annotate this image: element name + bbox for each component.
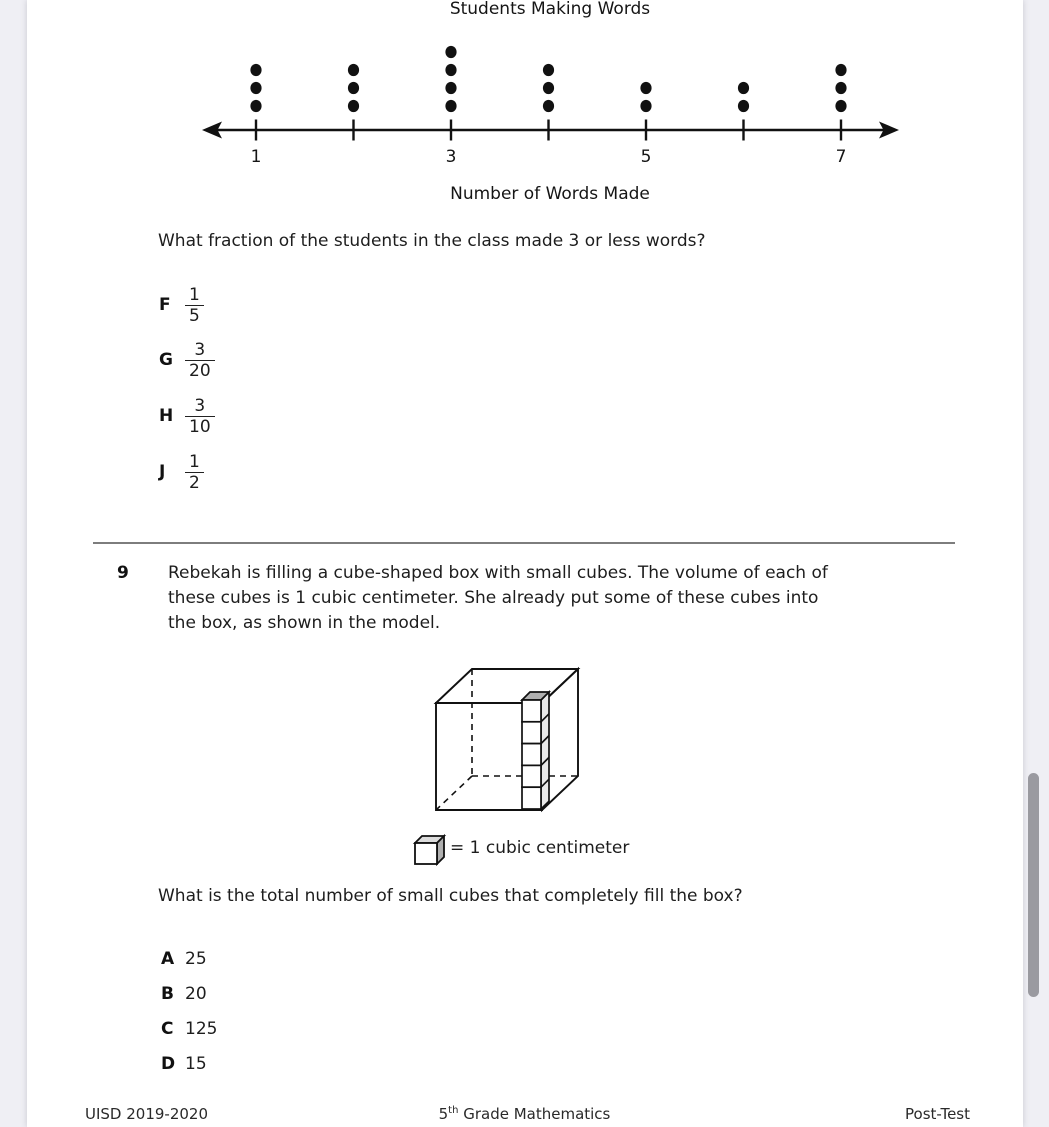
- paragraph-line: Rebekah is filling a cube-shaped box with small cubes. The volume of each of: [168, 563, 828, 583]
- fraction-denominator: 5: [185, 305, 204, 326]
- dot: [835, 100, 846, 112]
- option-letter: J: [159, 462, 166, 482]
- fraction-numerator: 1: [189, 284, 200, 305]
- dot: [640, 82, 651, 94]
- footer-district: UISD 2019-2020: [85, 1105, 209, 1123]
- dot: [543, 82, 554, 94]
- question-9-paragraph: [168, 561, 828, 636]
- question-9-text: What is the total number of small cubes that completely fill the box?: [158, 886, 743, 906]
- dot: [348, 100, 359, 112]
- option-letter: A: [161, 949, 175, 969]
- dot: [348, 82, 359, 94]
- cube-box-figure: [425, 655, 595, 820]
- dot: [738, 100, 749, 112]
- option-letter: F: [159, 295, 171, 315]
- answer-option-B: [161, 982, 207, 1006]
- dot: [640, 100, 651, 112]
- tick-label: 3: [445, 147, 457, 167]
- option-value: 15: [185, 1054, 207, 1074]
- fraction: [185, 396, 215, 437]
- fraction: [185, 340, 215, 381]
- option-letter: C: [161, 1019, 174, 1039]
- dot: [835, 64, 846, 76]
- fraction: [185, 452, 204, 493]
- dot: [835, 82, 846, 94]
- answer-option-D: [161, 1052, 207, 1076]
- question-8-text: What fraction of the students in the class made 3 or less words?: [158, 231, 706, 251]
- fraction-numerator: 1: [189, 451, 200, 472]
- dotplot-xlabel: Number of Words Made: [450, 184, 650, 204]
- fraction-denominator: 20: [185, 360, 215, 381]
- option-value: 25: [185, 949, 207, 969]
- box-edges: [436, 669, 578, 810]
- question-9-number: 9: [117, 563, 129, 583]
- paragraph-line: the box, as shown in the model.: [168, 613, 441, 633]
- dot: [445, 64, 456, 76]
- dotplot-figure: [195, 45, 905, 170]
- answer-option-F: [159, 276, 204, 334]
- dot: [445, 100, 456, 112]
- answer-option-G: [159, 331, 215, 389]
- dotplot-title: Students Making Words: [449, 0, 651, 19]
- dot: [250, 100, 261, 112]
- option-letter: B: [161, 984, 174, 1004]
- tick-label: 5: [640, 147, 652, 167]
- footer-test-type: Post-Test: [905, 1105, 970, 1123]
- dot: [445, 46, 456, 58]
- option-value: 20: [185, 984, 207, 1004]
- section-divider: [93, 542, 955, 544]
- option-value: 125: [185, 1019, 218, 1039]
- footer-subject: 5th Grade Mathematics: [438, 1105, 611, 1123]
- fraction-denominator: 10: [185, 416, 215, 437]
- answer-option-H: [159, 387, 215, 445]
- dot: [348, 64, 359, 76]
- fraction: [185, 285, 204, 326]
- dot: [543, 100, 554, 112]
- paragraph-line: these cubes is 1 cubic centimeter. She already put some of these cubes into: [168, 588, 819, 608]
- fraction-numerator: 3: [194, 339, 206, 360]
- scrollbar-thumb[interactable]: [1028, 773, 1039, 997]
- dot: [250, 64, 261, 76]
- small-cube-column: [522, 692, 549, 809]
- fraction-denominator: 2: [185, 472, 204, 493]
- dot: [250, 82, 261, 94]
- fraction-numerator: 3: [194, 395, 206, 416]
- legend-text: = 1 cubic centimeter: [450, 838, 630, 858]
- tick-label: 1: [250, 147, 262, 167]
- answer-option-J: [159, 443, 204, 501]
- answer-option-A: [161, 947, 207, 971]
- dot: [543, 64, 554, 76]
- dot: [738, 82, 749, 94]
- unit-cube-icon: [411, 831, 449, 869]
- answer-option-C: [161, 1017, 217, 1041]
- option-letter: D: [161, 1054, 176, 1074]
- option-letter: G: [159, 350, 173, 370]
- option-letter: H: [159, 406, 174, 426]
- tick-label: 7: [835, 147, 847, 167]
- dot: [445, 82, 456, 94]
